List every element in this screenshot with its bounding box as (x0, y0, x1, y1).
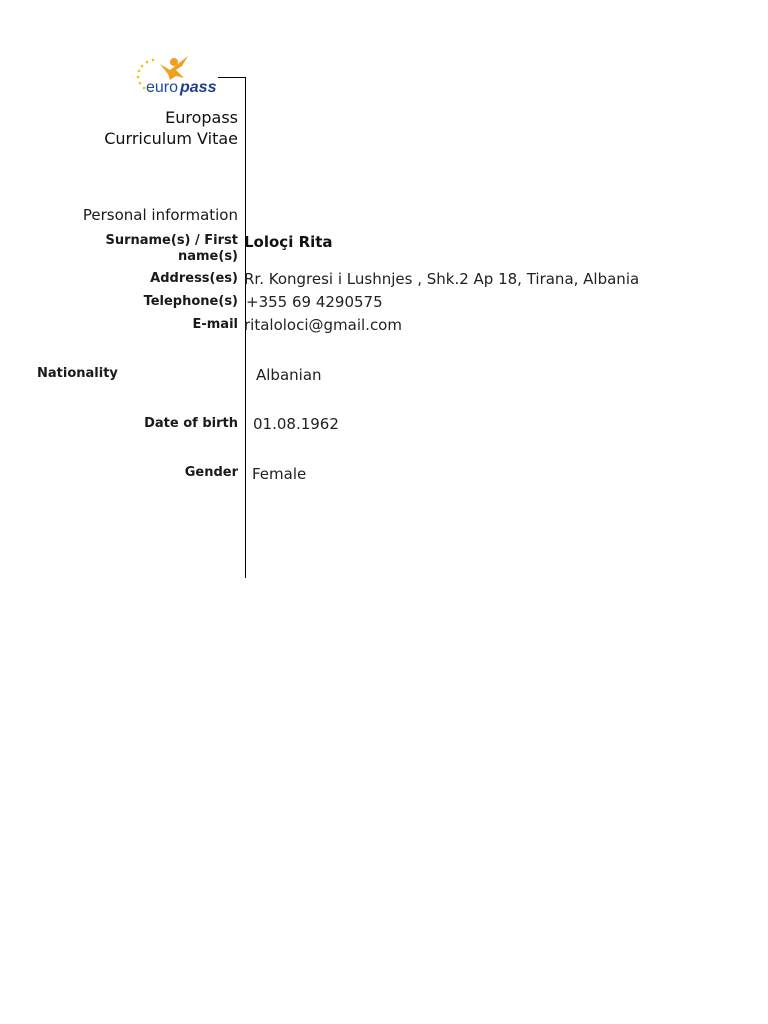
name-label-line1: Surname(s) / First (105, 233, 238, 248)
name-label-line2: name(s) (177, 249, 238, 264)
section-heading-personal-information: Personal information (82, 206, 238, 224)
email-label: E-mail (192, 317, 238, 332)
figure-icon (160, 56, 188, 80)
date-of-birth-value: 01.08.1962 (253, 415, 339, 433)
document-title-line2: Curriculum Vitae (104, 129, 238, 148)
gender-value: Female (252, 465, 307, 483)
gender-label: Gender (184, 465, 238, 480)
document-title-line1: Europass (165, 108, 238, 127)
header-rule (218, 77, 246, 78)
europass-logo (130, 50, 222, 98)
telephone-label: Telephone(s) (143, 294, 238, 309)
email-value: ritaloloci@gmail.com (244, 316, 402, 334)
logo-text-pass: pass (180, 79, 217, 96)
telephone-value: +355 69 4290575 (246, 293, 383, 311)
nationality-label: Nationality (37, 366, 118, 381)
address-value: Rr. Kongresi i Lushnjes , Shk.2 Ap 18, Tirana, Albania (244, 270, 640, 288)
nationality-value: Albanian (256, 366, 322, 384)
date-of-birth-label: Date of birth (144, 416, 238, 431)
name-value: Loloçi Rita (244, 233, 333, 251)
europass-logo-graphic (130, 50, 222, 98)
address-label: Address(es) (150, 271, 238, 286)
logo-text-euro: euro (146, 79, 179, 96)
